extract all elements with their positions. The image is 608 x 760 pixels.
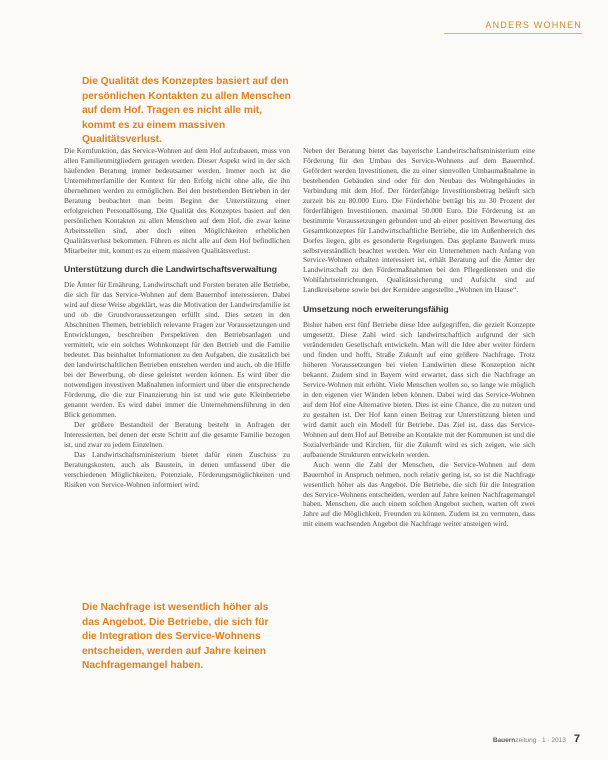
pullquote-top: Die Qualität des Konzeptes basiert auf den persönlichen Kontakten zu allen Menschen auf dem Hof. Tragen es nicht alle mit, kommt es zu einem massiven Qualitätsverlust. xyxy=(82,76,291,146)
publication-name-bold: Bauern xyxy=(492,737,516,744)
left-column xyxy=(64,146,290,490)
pullquote-bottom: Die Nachfrage ist wesentlich höher als das Angebot. Die Betriebe, die sich für die Integration des Service-Wohnens entscheiden, werden auf Jahre keinen Nachfragemangel haben. xyxy=(82,602,269,672)
page-footer xyxy=(493,733,580,745)
paragraph: Der größere Bestandteil der Beratung besteht in Anfragen der Interessierten, bei denen der erste Schritt auf die gesamte Familie bezogen ist, und zwar zu jedem Einzelnen. xyxy=(64,419,290,449)
section-label: ANDERS WOHNEN xyxy=(485,20,582,30)
subheading: Unterstützung durch die Landwirtschaftsverwaltung xyxy=(64,264,277,275)
paragraph: Das Landwirtschaftsministerium bietet dafür einen Zuschuss zu Beratungskosten, auch als Baustein, in denen umfassend über die verschiedenen Möglichkeiten, Potenziale, Förderungsmöglichkeiten und Risiken von Service-Wohnen informiert wird. xyxy=(64,449,290,489)
subheading: Umsetzung noch erweiterungsfähig xyxy=(303,304,449,315)
paragraph: Neben der Beratung bietet das bayerische Landwirtschaftsministerium eine Förderung für den Umbau des Service-Wohnens auf dem Bauernhof. Gefördert werden Investitionen, die zu einer sinnvollen Umbaumaßnahme in bestehenden Gebäuden sind oder für den Neubau des Wohngebäudes in Verbindung mit dem Hof. Der förderfähige Investitionsbetrag beläuft sich zurzeit bis zu 80.000 Euro. Die Förderhöhe beträgt bis zu 30 Prozent der förderfähigen Investitionen, maximal 50.000 Euro. Die Förderung ist an bestimmte Voraussetzungen gebunden und ab einer positiven Bewertung des Gesamtkonzeptes für Landwirtschaftliche Betriebe, die im Außenbereich des Dorfes liegen, gibt es gesonderte Regelungen. Das geplante Bauwerk muss selbstverständlich beachtet werden. Wer ein Unternehmen nach Anfang von Service-Wohnen erhalten interessiert ist, erhält Beratung auf die Ämter der Landwirtschaft zu den Fördermaßnahmen bei den Pflegediensten und die Wohlfahrtseinrichtungen. Qualitätssicherung und Aufsicht sind auf Landkreisebene sowie bei der Kernidee angestellte „Wohnen im Hause“. xyxy=(303,146,535,295)
publication-name xyxy=(493,737,566,744)
header-rule xyxy=(444,33,582,34)
page-number: 7 xyxy=(573,733,580,745)
paragraph: Auch wenn die Zahl der Menschen, die Service-Wohnen auf dem Bauernhof in Anspruch nehmen, noch relativ gering ist, so ist die Nachfrage wesentlich höher als das Angebot. Die Betriebe, die sich für die Integration des Service-Wohnens entscheiden, werden auf Jahre keinen Nachfragemangel haben. Menschen, die auch einem solchen Angebot suchen, warten oft zwei Jahre auf die Möglichkeit, Freunden zu können. Zudem ist zu vermuten, dass mit einem wachsenden Angebot die Nachfrage weiter ansteigen wird. xyxy=(303,459,535,529)
paragraph: Bisher haben erst fünf Betriebe diese Idee aufgegriffen, die gezielt Konzepte umgesetzt. Diese Zahl wird sich landwirtschaftlich aufgrund der sich verändernden Gesellschaft entwickeln. Man will die Idee aber weiter fördern und finden und hofft, Straße Zukunft auf eine größere Nachfrage. Trotz höheren Voraussetzungen bei vielen Landwirten diese Konzeption nicht bekannt. Zudem sind in Bayern wird erwartet, dass sich die Nachfrage an Service-Wohnen mit erhöht. Viele Menschen wollen so, so lange wie möglich in den eigenen vier Wänden leben können. Dabei wird das Service-Wohnen auf dem Hof eine Alternative bieten. Dies ist eine Chance, die zu nutzen und zu gestalten ist. Der Hof kann einen Beitrag zur Unterstützung bieten und wird damit auch ein Modell für Betriebe. Das Ziel ist, dass das Service-Wohnen auf dem Hof auf Betreibe an Kontakte mit der Kommunen ist und die Sozialverbände und Kirchen, für die Zukunft wird es sich zeigen, wie sich aufbauende Strukturen entwickeln werden. xyxy=(303,320,535,459)
paragraph: Die Ämter für Ernährung, Landwirtschaft und Forsten beraten alle Betriebe, die sich für das Service-Wohnen auf dem Bauernhof interessieren. Dabei wird auf diese Weise abgeklärt, was die Motivation der Landwirtsfamilie ist und ob die Grundvoraussetzungen erfüllt sind. Dies setzen in den Abschnitten Themen, betrieblich relevante Fragen zur Voraussetzungen und Entwicklungen, beschreiben Perspektiven den Betriebsanlagen und vermittelt, wie ein solches Wohnkonzept für den Betrieb und die Familie bedeutet. Das beinhaltet Informationen zu den Aufgaben, die zusätzlich bei den landwirtschaftlichen Betrieben entstehen werden und auch, ob die Hilfe bei der Bewerbung, ob diese geleistet werden können. Es wird über die notwendigen investiven Maßnahmen informiert und über die entsprechende Förderung, die die zur Finanzierung hin ist und wie gute Kleinbetriebe genannt werden. Es wird dabei immer die Unternehmensführung in den Blick genommen. xyxy=(64,280,290,419)
paragraph: Die Kernfunktion, das Service-Wohnen auf dem Hof aufzubauen, muss von allen Familienmitgliedern getragen werden. Dieser Aspekt wird in der sich häufenden Beratung immer bedeutsamer werden. Immer noch ist die Unternehmerfamilie der Kontext für den Erfolg nicht ohne alle, die ihn übernehmen werden zu ermöglichen. Bei den bestehenden Betrieben in der Beratung beobachtet man beim Beginn der Unterstützung einer erfolgreichen Personallösung. Die Qualität des Konzeptes basiert auf den persönlichen Kontakten zu allen Menschen auf dem Hof, die zwar keine Arbeitsstellen sind, aber doch einen Möglichkeiten erheblichen Qualitätsverlust bekommen. Führen es nicht alle auf dem Hof befindlichen Mitarbeiter mit, kommt es zu einem massiven Qualitätsverlust. xyxy=(64,146,290,255)
publication-name-rest: zeitung · 1 · 2013 xyxy=(515,737,566,744)
right-column xyxy=(303,146,535,529)
